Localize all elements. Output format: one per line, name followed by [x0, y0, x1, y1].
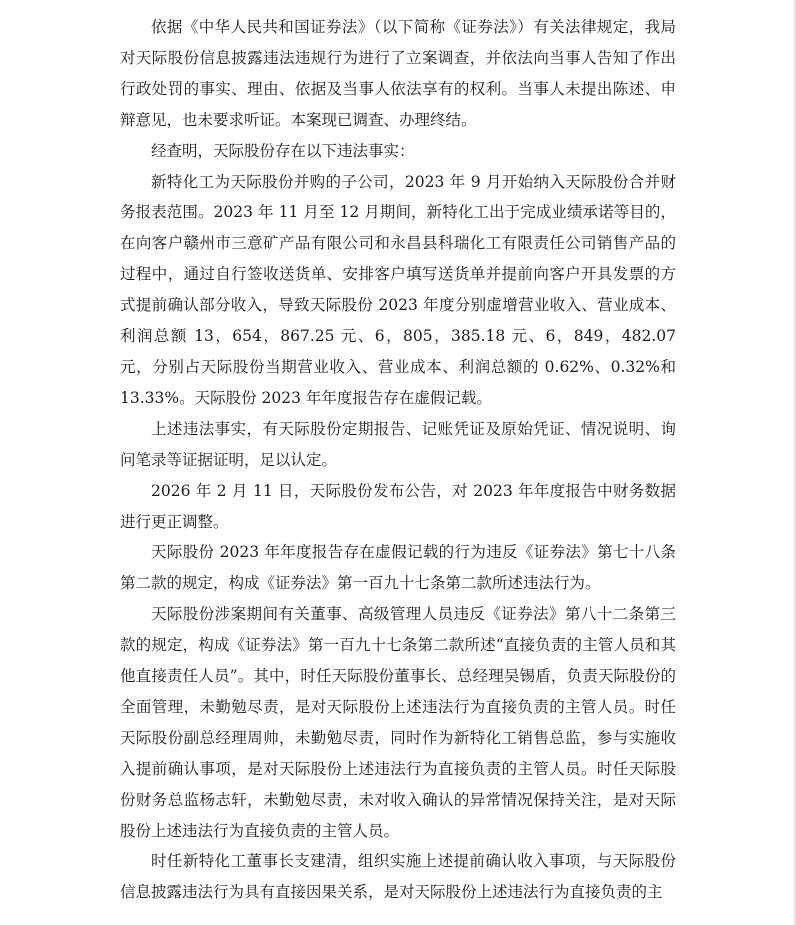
paragraph-legal-basis: 依据《中华人民共和国证券法》（以下简称《证券法》）有关法律规定，我局对天际股份信息披露违法违规行为进行了立案调查，并依法向当事人告知了作出行政处罚的事实、理由、依据及当事人依法享有的权利。当事人未提出陈述、申辩意见，也未要求听证。本案现已调查、办理终结。 — [120, 18, 676, 129]
document-body — [120, 12, 676, 908]
paragraph-legal-violation: 天际股份 2023 年年度报告存在虚假记载的行为违反《证券法》第七十八条第二款的规定，构成《证券法》第一百九十七条第二款所述违法行为。 — [120, 543, 676, 593]
paragraph-violation-facts: 新特化工为天际股份并购的子公司，2023 年 9 月开始纳入天际股份合并财务报表范围。2023 年 11 月至 12 月期间，新特化工出于完成业绩承诺等目的，在向客户赣州市三意矿产品有限公司和永昌县科瑞化工有限责任公司销售产品的过程中，通过自行签收送货单、安排客户填写送货单并提前向客户开具发票的方式提前确认部分收入，导致天际股份 2023 年度分别虚增营业收入、营业成本、利润总额 13，654，867.25 元、6，805，385.18 元、6，849，482.07 元，分别占天际股份当期营业收入、营业成本、利润总额的 0.62%、0.32%和 13.33%。天际股份 2023 年年度报告存在虚假记载。 — [120, 172, 676, 407]
paragraph-evidence: 上述违法事实，有天际股份定期报告、记账凭证及原始凭证、情况说明、询问笔录等证据证明，足以认定。 — [120, 419, 676, 469]
paragraph-correction-notice: 2026 年 2 月 11 日，天际股份发布公告，对 2023 年年度报告中财务数据进行更正调整。 — [120, 481, 676, 531]
paragraph-subsidiary-chairman: 时任新特化工董事长支建清，组织实施上述提前确认收入事项，与天际股份信息披露违法行为具有直接因果关系，是对天际股份上述违法行为直接负责的主 — [120, 852, 676, 902]
paragraph-responsible-persons: 天际股份涉案期间有关董事、高级管理人员违反《证券法》第八十二条第三款的规定，构成《证券法》第一百九十七条第二款所述“直接负责的主管人员和其他直接责任人员”。其中，时任天际股份董事长、总经理吴锡盾，负责天际股份的全面管理，未勤勉尽责，是对天际股份上述违法行为直接负责的主管人员。时任天际股份副总经理周帅，未勤勉尽责，同时作为新特化工销售总监，参与实施收入提前确认事项，是对天际股份上述违法行为直接负责的主管人员。时任天际股份财务总监杨志轩，未勤勉尽责，未对收入确认的异常情况保持关注，是对天际股份上述违法行为直接负责的主管人员。 — [120, 605, 676, 840]
paragraph-findings-intro: 经查明，天际股份存在以下违法事实： — [151, 141, 415, 160]
